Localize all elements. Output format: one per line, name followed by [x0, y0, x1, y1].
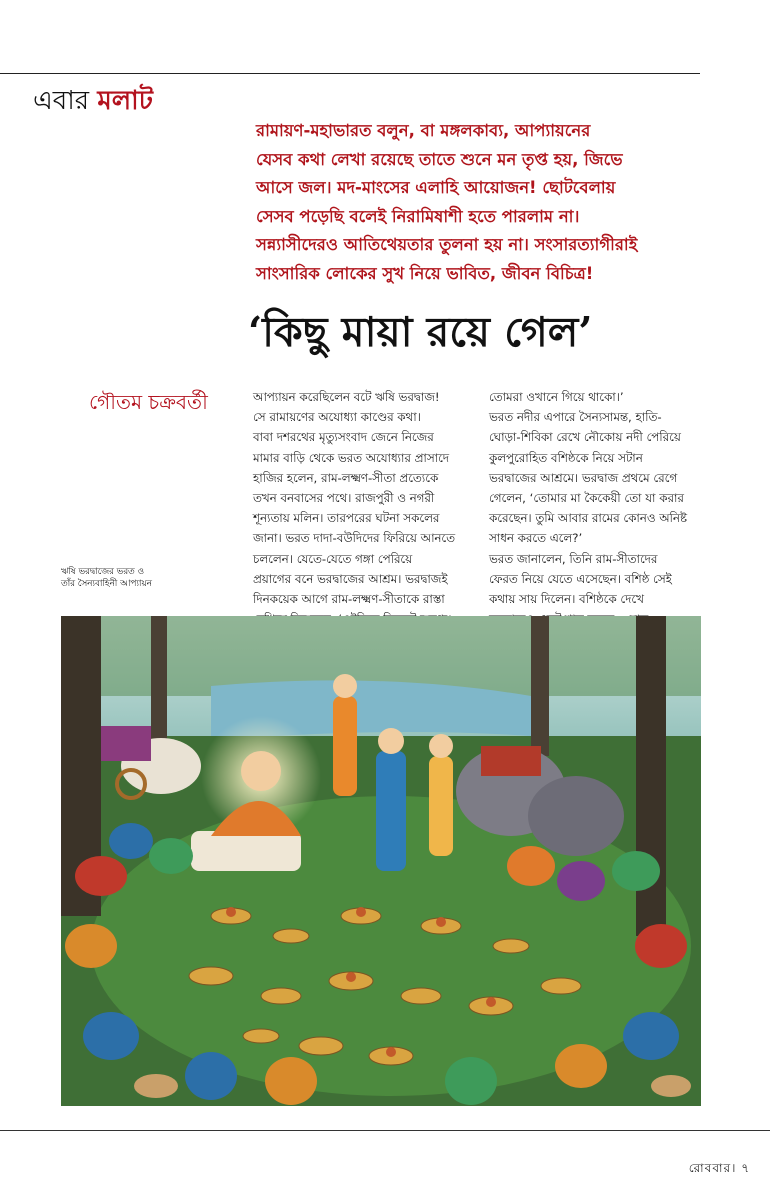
headline: ‘কিছু মায়া রয়ে গেল’: [248, 308, 593, 356]
illustration-art: [61, 616, 701, 1106]
standfirst: রামায়ণ-মহাভারত বলুন, বা মঙ্গলকাব্য, আপ্যায়নের যেসব কথা লেখা রয়েছে তাতে শুনে মন তৃপ্ত হয়, জিভে আসে জল। মদ-মাংসের এলাহি আয়োজন! ছোটবেলায় সেসব পড়েছি বলেই নিরামিষাশী হতে পারলাম না। সন্ন্যাসীদেরও আতিথেয়তার তুলনা হয় না। সংসারত্যাগীরাই সাংসারিক লোকের সুখ নিয়ে ভাবিত, জীবন বিচিত্র!: [256, 121, 638, 283]
body-column-2: তোমরা ওখানে গিয়ে থাকো।’ ভরত নদীর এপারে সৈন্যসামন্ত, হাতি- ঘোড়া-শিবিকা রেখে নৌকোয় নদী পেরিয়ে কুলপুরোহিত বশিষ্ঠকে নিয়ে সটান ভরদ্বাজের আশ্রমে। ভরদ্বাজ প্রথমে রেগে গেলেন, ‘তোমার মা কৈকেয়ী তো যা করার করেছেন। তুমি আবার রামের কোনও অনিষ্ট সাধন করতে এলে?’ ভরত জানালেন, তিনি রাম-সীতাদের ফেরত নিয়ে যেতে এসেছেন। বশিষ্ঠ সেই কথায় সায় দিলেন। বশিষ্ঠকে দেখে: [489, 390, 687, 607]
top-rule: [0, 73, 700, 74]
page-folio: রোববার। ৭: [688, 1161, 750, 1175]
section-label: [33, 80, 153, 124]
section-prefix: এবার: [33, 86, 90, 116]
image-caption: ঋষি ভরদ্বাজের ভরত ও তাঁর সৈন্যবাহিনী আপ্যায়ন: [61, 567, 152, 589]
feast-illustration: [61, 616, 701, 1106]
author-byline: গৌতম চক্রবর্তী: [89, 390, 208, 414]
section-title: মলাট: [97, 86, 153, 116]
body-column-1: আপ্যায়ন করেছিলেন বটে ঋষি ভরদ্বাজ! সে রামায়ণের অযোধ্যা কাণ্ডের কথা। বাবা দশরথের মৃত্যুসংবাদ জেনে নিজের মামার বাড়ি থেকে ভরত অযোধ্যার প্রাসাদে হাজির হলেন, রাম-লক্ষ্মণ-সীতা প্রত্যেকে তখন বনবাসের পথে। রাজপুরী ও নগরী শূন্যতায় মলিন। তারপরের ঘটনা সকলের জানা। ভরত দাদা-বউদিদের ফিরিয়ে আনতে চললেন। যেতে-যেতে গঙ্গা পেরিয়ে প্রয়াগের বনে ভরদ্বাজের আশ্রম। ভরদ্বাজই দিনকয়েক আগে রাম-লক্ষ্মণ-সীতাকে রাস্তা: [253, 390, 455, 607]
bottom-rule: [0, 1130, 770, 1131]
